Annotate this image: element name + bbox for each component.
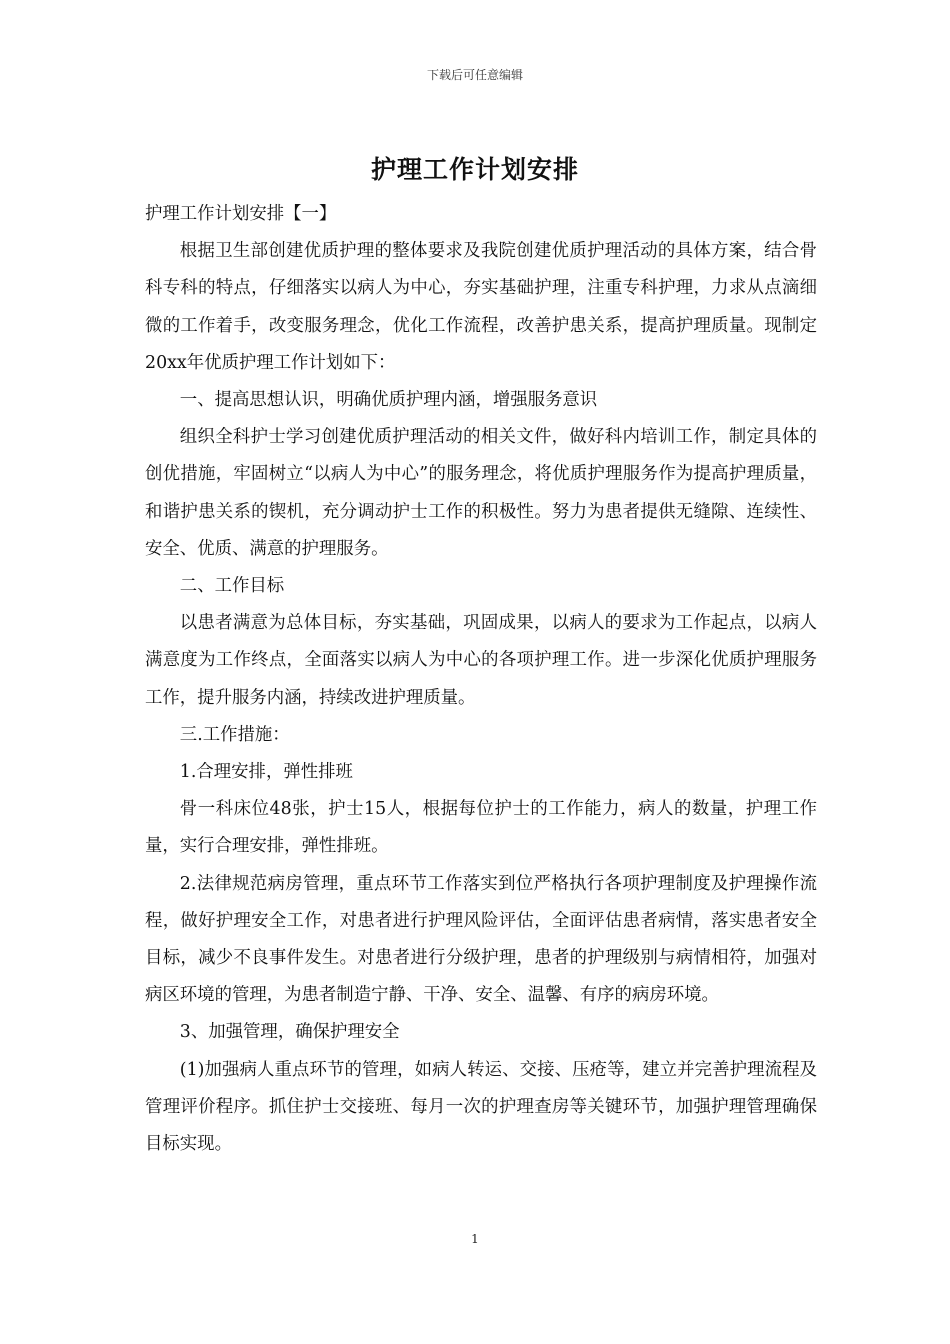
document-body <box>145 196 817 1163</box>
paragraph: 骨一科床位48张，护士15人，根据每位护士的工作能力，病人的数量，护理工作量，实行合理安排，弹性排班。 <box>145 799 817 857</box>
paragraph: 二、工作目标 <box>179 576 285 597</box>
paragraph: 根据卫生部创建优质护理的整体要求及我院创建优质护理活动的具体方案，结合骨科专科的特点，仔细落实以病人为中心，夯实基础护理，注重专科护理，力求从点滴细微的工作着手，改变服务理念，优化工作流程，改善护患关系，提高护理质量。现制定20xx年优质护理工作计划如下： <box>145 241 817 373</box>
paragraph: 组织全科护士学习创建优质护理活动的相关文件，做好科内培训工作，制定具体的创优措施，牢固树立“以病人为中心”的服务理念，将优质护理服务作为提高护理质量，和谐护患关系的锲机，充分调动护士工作的积极性。努力为患者提供无缝隙、连续性、安全、优质、满意的护理服务。 <box>145 427 817 559</box>
page-number: 1 <box>471 1232 479 1246</box>
document-title: 护理工作计划安排 <box>370 155 579 184</box>
paragraph: (1)加强病人重点环节的管理，如病人转运、交接、压疮等，建立并完善护理流程及管理评价程序。抓住护士交接班、每月一次的护理查房等关键环节，加强护理管理确保目标实现。 <box>145 1059 817 1155</box>
paragraph: 2.法律规范病房管理，重点环节工作落实到位严格执行各项护理制度及护理操作流程，做好护理安全工作，对患者进行护理风险评估，全面评估患者病情，落实患者安全目标，减少不良事件发生。对患者进行分级护理，患者的护理级别与病情相符，加强对病区环境的管理，为患者制造宁静、干净、安全、温馨、有序的病房环境。 <box>145 873 817 1006</box>
paragraph: 三.工作措施： <box>179 724 290 745</box>
section-heading: 护理工作计划安排【一】 <box>145 204 337 224</box>
paragraph: 以患者满意为总体目标，夯实基础，巩固成果，以病人的要求为工作起点，以病人满意度为工作终点，全面落实以病人为中心的各项护理工作。进一步深化优质护理服务工作，提升服务内涵，持续改进护理质量。 <box>145 613 817 708</box>
paragraph: 3、加强管理，确保护理安全 <box>179 1022 400 1043</box>
paragraph: 1.合理安排，弹性排班 <box>179 762 353 783</box>
header-note: 下载后可任意编辑 <box>426 68 523 82</box>
paragraph: 一、提高思想认识，明确优质护理内涵，增强服务意识 <box>179 390 598 411</box>
